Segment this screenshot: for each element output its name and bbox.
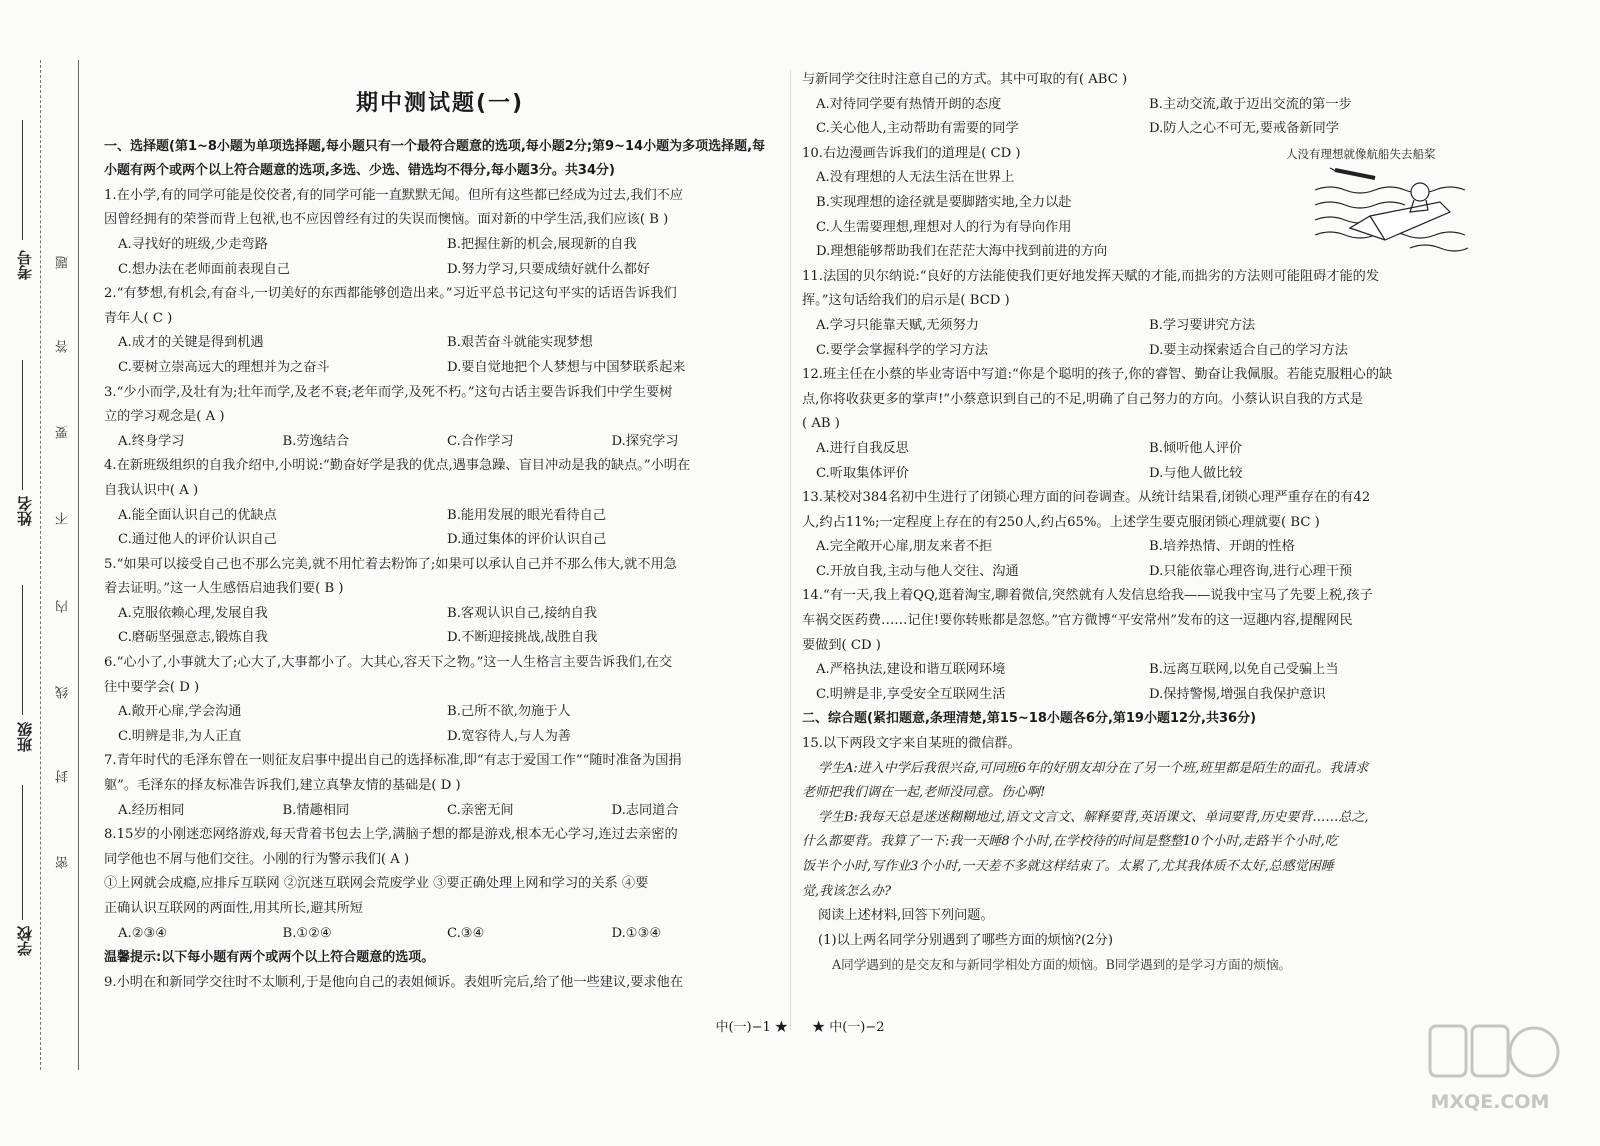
question-stem-line: 7.青年时代的毛泽东曾在一则征友启事中提出自己的选择标准,即“有志于爱国工作”“随时准备为国捐 [104, 753, 682, 769]
name-line [22, 360, 23, 490]
option: D.与他人做比较 [1149, 465, 1243, 481]
seal-line [78, 60, 81, 1070]
options [802, 93, 1482, 142]
option: D.不断迎接挑战,战胜自我 [447, 630, 598, 646]
option: B.客观认识自己,接纳自我 [447, 605, 597, 621]
seal-char: 要 [56, 426, 71, 439]
question-stem-line: 着去证明。”这一人生感悟启迪我们要( B ) [104, 581, 344, 597]
option: A.成才的关键是得到机遇 [118, 335, 264, 351]
options [802, 437, 1482, 486]
seal-char: 线 [56, 686, 71, 699]
question-stem-line: 挥。”这句话给我们的启示是( BCD ) [802, 293, 1010, 309]
question-stem-line: 10.右边漫画告诉我们的道理是( CD ) [802, 145, 1021, 161]
sub-question-1: (1)以上两名同学分别遇到了哪些方面的烦恼?(2分) [818, 932, 1113, 948]
option: B.学习要讲究方法 [1149, 317, 1256, 333]
option: A.②③④ [118, 925, 168, 941]
class-label: 班级 [16, 722, 34, 752]
question-stem-line: 1.在小学,有的同学可能是佼佼者,有的同学可能一直默默无闻。但所有这些都已经成为过去,我们不应 [104, 187, 684, 203]
question-stem-line: 青年人( C ) [104, 310, 173, 326]
question [104, 381, 776, 455]
option: C.开放自我,主动与他人交往、沟通 [816, 563, 1019, 579]
exam-number-line [22, 120, 23, 240]
option: D.通过集体的评价认识自己 [447, 532, 607, 548]
question [802, 265, 1482, 363]
question-9-stem: 9.小明在和新同学交往时不太顺利,于是他向自己的表姐倾诉。表姐听完后,给了他一些建议,要求他在 [104, 974, 684, 990]
question [104, 454, 776, 552]
option: D.防人之心不可无,要戒备新同学 [1149, 121, 1339, 137]
footer-left-page-number: 中(一)−1 ★ [715, 1020, 788, 1035]
student-b-line: 觉,我该怎么办? [802, 883, 892, 899]
option: D.要主动探索适合自己的学习方法 [1149, 342, 1348, 358]
question-stem-line: 与新同学交往时注意自己的方式。其中可取的有( ABC ) [802, 72, 1128, 87]
question [802, 68, 1482, 142]
question-stem-line: 同学他也不屑与他们交往。小刚的行为警示我们( A ) [104, 851, 410, 867]
school-label: 学校 [16, 926, 34, 956]
option: B.劳逸结合 [282, 433, 350, 449]
cut-line [40, 60, 43, 1070]
question-stem-line: 点,你将收获更多的掌声!”小蔡意识到自己的不足,明确了自己努力的方向。小蔡认识自我的方式是 [802, 391, 1364, 407]
options [104, 602, 776, 651]
left-page [104, 0, 776, 995]
option: D.宽容待人,与人为善 [447, 728, 571, 744]
question-stem-line: 因曾经拥有的荣誉而背上包袱,也不应因曾经有过的失误而懊恼。面对新的中学生活,我们应该( B ) [104, 212, 669, 228]
question-stem-line: ( AB ) [802, 416, 840, 432]
seal-char: 封 [56, 770, 71, 783]
question-stem-line: 自我认识中( A ) [104, 482, 199, 498]
question-stem-line: 2.“有梦想,有机会,有奋斗,一切美好的东西都能够创造出来。”习近平总书记这句平实的话语告诉我们 [104, 286, 677, 302]
option: B.①②④ [282, 925, 332, 941]
question [802, 584, 1482, 707]
option: C.磨砺坚强意志,锻炼自我 [118, 630, 268, 646]
options [104, 922, 776, 947]
option: A.没有理想的人无法生活在世界上 [816, 170, 1015, 186]
option: A.对待同学要有热情开朗的态度 [816, 96, 1002, 112]
left-question-list [104, 184, 776, 946]
question-stem-line: 4.在新班级组织的自我介绍中,小明说:“勤奋好学是我的优点,遇事急躁、盲目冲动是我的缺点。”小明在 [104, 458, 691, 474]
option: A.能全面认识自己的优缺点 [118, 507, 277, 523]
student-b-line: 什么都要背。我算了一下:我一天睡8个小时,在学校待的时间是整整10个小时,走路半个小时,吃 [802, 834, 1338, 850]
option: D.努力学习,只要成绩好就什么都好 [447, 261, 651, 277]
option: A.终身学习 [118, 433, 185, 449]
options [802, 658, 1482, 707]
student-a-line: 学生A:进入中学后我很兴奋,可同班6年的好朋友却分在了另一个班,班里都是陌生的面孔。我请求 [818, 760, 1369, 776]
tip-text: 温馨提示:以下每小题有两个或两个以上符合题意的选项。 [104, 950, 435, 966]
question [104, 749, 776, 823]
option: B.主动交流,敢于迈出交流的第一步 [1149, 96, 1352, 112]
option: D.要自觉地把个人梦想与中国梦联系起来 [447, 359, 686, 375]
options [104, 504, 776, 553]
question-stem-line: 3.“少小而学,及壮有为;壮年而学,及老不衰;老年而学,及死不朽。”这句古话主要告诉我们中学生要树 [104, 384, 673, 400]
seal-char: 答 [56, 340, 71, 353]
class-line [22, 585, 23, 715]
seal-char: 题 [56, 256, 71, 269]
question-stem-line: 正确认识互联网的两面性,用其所长,避其所短 [104, 901, 363, 916]
school-line [22, 785, 23, 920]
option: C.通过他人的评价认识自己 [118, 532, 277, 548]
option: C.明辨是非,为人正直 [118, 728, 242, 744]
question-stem-line: ①上网就会成瘾,应排斥互联网 ②沉迷互联网会荒废学业 ③要正确处理上网和学习的关系 ④要 [104, 876, 649, 892]
footer-right-page-number: ★ 中(一)−2 [812, 1020, 885, 1035]
option: C.听取集体评价 [816, 465, 909, 481]
option: C.人生需要理想,理想对人的行为有导向作用 [816, 219, 1072, 235]
options [104, 700, 776, 749]
student-a-line: 老师把我们调在一起,老师没同意。伤心啊! [802, 785, 1046, 801]
option: A.完全敞开心扉,朋友来者不拒 [816, 539, 993, 555]
option: B.倾听他人评价 [1149, 440, 1243, 456]
read-instruction: 阅读上述材料,回答下列问题。 [818, 908, 994, 924]
page-divider [790, 70, 791, 1030]
option: C.明辨是非,享受安全互联网生活 [816, 686, 1006, 702]
cartoon-caption: 人没有理想就像航船失去船桨 [1286, 147, 1436, 161]
question-stem-line: 人,约占11%;一定程度上存在的有250人,约占65%。上述学生要克服闭锁心理就要( BC ) [802, 514, 1320, 530]
option: C.关心他人,主动帮助有需要的同学 [816, 121, 1019, 137]
q15-stem: 15.以下两段文字来自某班的微信群。 [802, 736, 1021, 752]
option: A.敞开心扉,学会沟通 [118, 704, 242, 720]
question-stem-line: 8.15岁的小刚迷恋网络游戏,每天背着书包去上学,满脑子想的都是游戏,根本无心学习,连过去亲密的 [104, 827, 678, 843]
question [104, 553, 776, 651]
watermark-logo [1420, 1016, 1560, 1126]
option: A.进行自我反思 [816, 440, 909, 456]
question-stem-line: 车祸交医药费……记住!要你转账都是忽悠。”官方微博“平安常州”发布的这一逗趣内容,提醒网民 [802, 613, 1353, 629]
question [104, 184, 776, 282]
question-stem-line: 14.“有一天,我上着QQ,逛着淘宝,聊着微信,突然就有人发信息给我——说我中宝马了先要上税,孩子 [802, 588, 1373, 604]
option: C.要树立崇高远大的理想并为之奋斗 [118, 359, 330, 375]
question-stem-line: 立的学习观念是( A ) [104, 409, 225, 425]
option: B.艰苦奋斗就能实现梦想 [447, 335, 593, 351]
seal-char: 内 [56, 600, 71, 613]
exam-number-label: 考号 [16, 250, 34, 280]
option: C.要学会掌握科学的学习方法 [816, 342, 989, 358]
option: A.寻找好的班级,少走弯路 [118, 236, 268, 252]
question-stem-line: 13.某校对384名初中生进行了闭锁心理方面的问卷调查。从统计结果看,闭锁心理严重存在的有42 [802, 490, 1371, 506]
option: A.克服依赖心理,发展自我 [118, 605, 268, 621]
question-stem-line: 躯”。毛泽东的择友标准告诉我们,建立真挚友情的基础是( D ) [104, 778, 461, 794]
question [104, 651, 776, 749]
seal-char: 密 [56, 856, 71, 869]
seal-char: 不 [56, 512, 71, 525]
option: D.只能依靠心理咨询,进行心理干预 [1149, 563, 1353, 579]
question-15 [802, 732, 1482, 978]
options [104, 799, 776, 824]
boat-cartoon-image [1310, 150, 1470, 252]
sub-question-1-answer: A同学遇到的是交友和与新同学相处方面的烦恼。B同学遇到的是学习方面的烦恼。 [832, 957, 1292, 973]
student-b-line: 学生B:我每天总是迷迷糊糊地过,语文文言文、解释要背,英语课文、单词要背,历史要背……总之, [818, 809, 1369, 825]
question-stem-line: 12.班主任在小蔡的毕业寄语中写道:“你是个聪明的孩子,你的睿智、勤奋让我佩服。若能克服粗心的缺 [802, 367, 1393, 383]
option: A.经历相同 [118, 802, 185, 818]
option: D.探究学习 [611, 433, 679, 449]
name-label: 姓名 [16, 496, 34, 526]
question [104, 282, 776, 380]
question [802, 363, 1482, 486]
option: C.合作学习 [447, 433, 514, 449]
options [802, 535, 1482, 584]
option: C.想办法在老师面前表现自己 [118, 261, 291, 277]
option: B.实现理想的途径就是要脚踏实地,全力以赴 [816, 194, 1072, 210]
options [802, 314, 1482, 363]
student-b-line: 饭半个小时,写作业3个小时,一天差不多就这样结束了。太累了,尤其我体质不太好,总感觉困睡 [802, 859, 1334, 874]
option: C.③④ [447, 925, 485, 941]
question [802, 486, 1482, 584]
question-stem-line: 5.“如果可以接受自己也不那么完美,就不用忙着去粉饰了;如果可以承认自己并不那么伟大,就不用急 [104, 556, 677, 572]
option: C.亲密无间 [447, 802, 514, 818]
option: D.志同道合 [611, 802, 679, 818]
option: D.理想能够帮助我们在茫茫大海中找到前进的方向 [816, 244, 1108, 260]
options [104, 331, 776, 380]
question-stem-line: 往中要学会( D ) [104, 679, 200, 695]
options [104, 430, 776, 455]
option: B.己所不欲,勿施于人 [447, 704, 571, 720]
option: B.远离互联网,以免自己受骗上当 [1149, 662, 1339, 678]
page-footer [0, 1016, 1600, 1035]
options [104, 233, 776, 282]
option: A.严格执法,建设和谐互联网环境 [816, 662, 1006, 678]
question-stem-line: 6.“心小了,小事就大了;心大了,大事都小了。大其心,容天下之物。”这一人生格言主要告诉我们,在交 [104, 655, 673, 671]
question-stem-line: 11.法国的贝尔纳说:“良好的方法能使我们更好地发挥天赋的才能,而拙劣的方法则可能阻碍才能的发 [802, 268, 1380, 284]
option: A.学习只能靠天赋,无须努力 [816, 317, 979, 333]
page-title: 期中测试题(一) [355, 91, 525, 116]
question-stem-line: 要做到( CD ) [802, 637, 881, 653]
svg-text:MXQE.COM: MXQE.COM [1430, 1091, 1550, 1113]
option: D.①③④ [611, 925, 662, 941]
option: B.能用发展的眼光看待自己 [447, 507, 606, 523]
option: B.培养热情、开朗的性格 [1149, 539, 1295, 555]
option: B.情趣相同 [282, 802, 350, 818]
option: B.把握住新的机会,展现新的自我 [447, 236, 637, 252]
option: D.保持警惕,增强自我保护意识 [1149, 686, 1326, 702]
question [104, 823, 776, 946]
section-2-heading: 二、综合题(紧扣题意,条理清楚,第15~18小题各6分,第19小题12分,共36分) [802, 711, 1257, 727]
section-1-heading: 一、选择题(第1~8小题为单项选择题,每小题只有一个最符合题意的选项,每小题2分;第9~14小题为多项选择题,每小题有两个或两个以上符合题意的选项,多选、少选、错选均不得分,每小题3分。共34分) [104, 138, 766, 179]
